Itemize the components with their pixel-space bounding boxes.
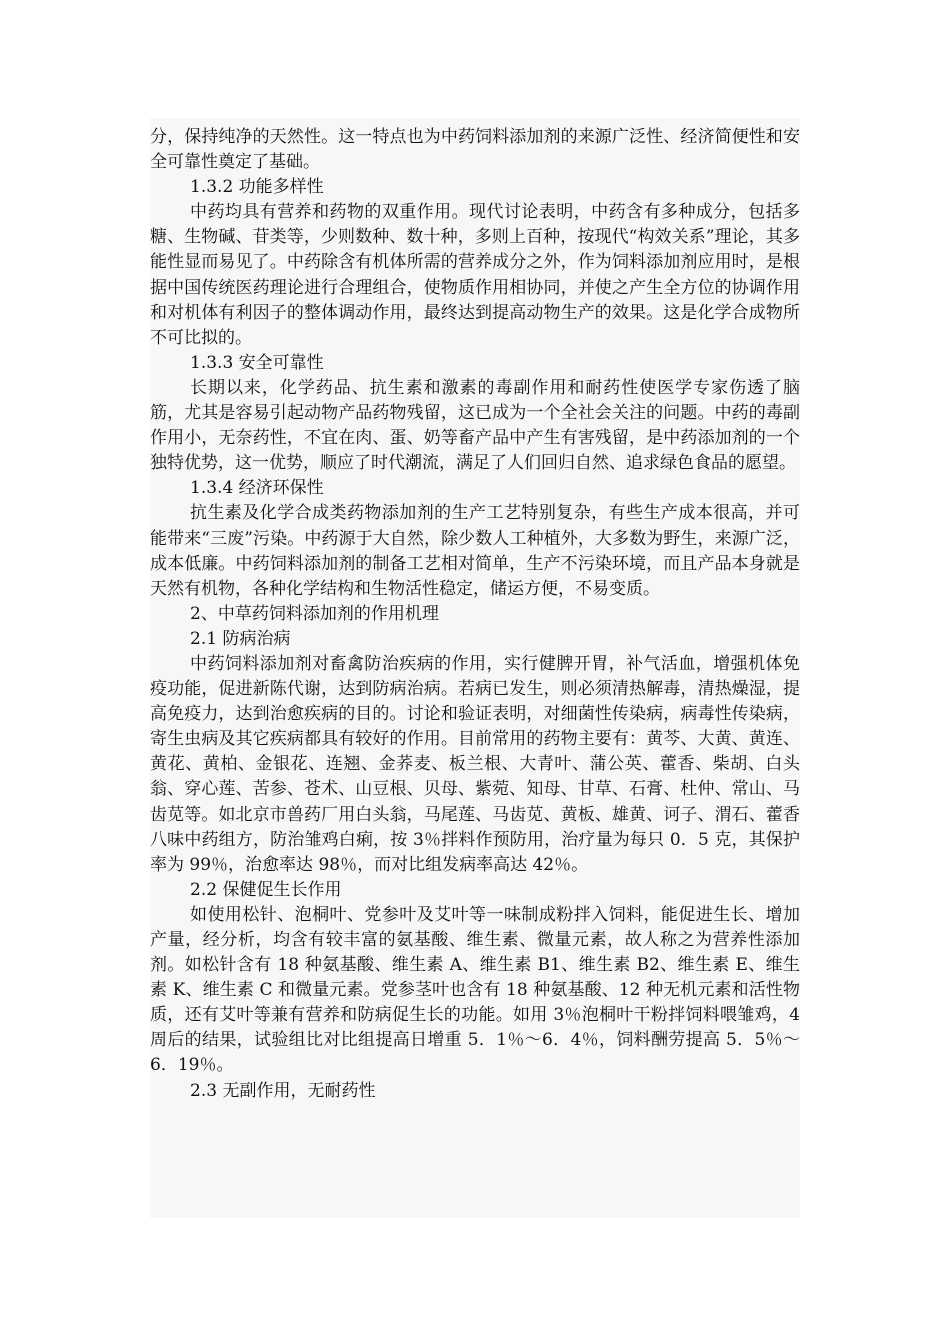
section-heading: 2.3 无副作用，无耐药性 <box>190 1080 376 1101</box>
paragraph: 中药均具有营养和药物的双重作用。现代讨论表明，中药含有多种成分，包括多糖、生物碱、苷类等，少则数种、数十种，多则上百种，按现代“构效关系”理论，其多能性显而易见了。中药除含有机体所需的营养成分之外，作为饲料添加剂应用时，是根据中国传统医药理论进行合理组合，使物质作用相协同，并使之产生全方位的协调作用和对机体有利因子的整体调动作用，最终达到提高动物生产的效果。这是化学合成物所不可比拟的。 <box>150 202 800 348</box>
paragraph: 长期以来，化学药品、抗生素和激素的毒副作用和耐药性使医学专家伤透了脑筋，尤其是容易引起动物产品药物残留，这已成为一个全社会关注的问题。中药的毒副作用小，无奈药性，不宜在肉、蛋、奶等畜产品中产生有害残留，是中药添加剂的一个独特优势，这一优势，顺应了时代潮流，满足了人们回归自然、追求绿色食品的愿望。 <box>150 377 800 474</box>
document-body <box>150 125 800 1104</box>
paragraph: 中药饲料添加剂对畜禽防治疾病的作用，实行健脾开胃，补气活血，增强机体免疫功能，促进新陈代谢，达到防病治病。若病已发生，则必须清热解毒，清热燥湿，提高免疫力，达到治愈疾病的目的。讨论和验证表明，对细菌性传染病，病毒性传染病，寄生虫病及其它疾病都具有较好的作用。目前常用的药物主要有：黄芩、大黄、黄连、黄花、黄柏、金银花、连翘、金荞麦、板兰根、大青叶、蒲公英、藿香、柴胡、白头翁、穿心莲、苦参、苍术、山豆根、贝母、紫菀、知母、甘草、石膏、杜仲、常山、马齿苋等。如北京市兽药厂用白头翁，马尾莲、马齿苋、黄板、雄黄、诃子、渭石、藿香八味中药组方，防治雏鸡白痢，按 3％拌料作预防用，治疗量为每只 0．5 克，其保护率为 99％，治愈率达 98％，而对比组发病率高达 42％。 <box>150 653 800 875</box>
paragraph: 抗生素及化学合成类药物添加剂的生产工艺特别复杂，有些生产成本很高，并可能带来“三废”污染。中药源于大自然，除少数人工种植外，大多数为野生，来源广泛，成本低廉。中药饲料添加剂的制备工艺相对简单，生产不污染环境，而且产品本身就是天然有机物，各种化学结构和生物活性稳定，储运方便，不易变质。 <box>150 503 800 599</box>
section-heading: 2.2 保健促生长作用 <box>190 879 342 900</box>
section-heading: 1.3.4 经济环保性 <box>190 478 324 499</box>
paragraph: 分，保持纯净的天然性。这一特点也为中药饲料添加剂的来源广泛性、经济简便性和安全可靠性奠定了基础。 <box>150 127 800 173</box>
section-heading: 1.3.3 安全可靠性 <box>190 352 324 373</box>
section-heading: 1.3.2 功能多样性 <box>190 177 324 198</box>
section-heading: 2.1 防病治病 <box>190 628 291 649</box>
paragraph: 如使用松针、泡桐叶、党参叶及艾叶等一味制成粉拌入饲料，能促进生长、增加产量，经分析，均含有较丰富的氨基酸、维生素、微量元素，故人称之为营养性添加剂。如松针含有 18 种氨基酸、维生素 A、维生素 B1、维生素 B2、维生素 E、维生素 K、维生素 C 和微量元素。党参茎叶也含有 18 种氨基酸、12 种无机元素和活性物质，还有艾叶等兼有营养和防病促生长的功能。如用 3％泡桐叶干粉拌饲料喂雏鸡，4 周后的结果，试验组比对比组提高日增重 5．1％～6．4％，饲料酬劳提高 5．5％～6．19％。 <box>150 904 800 1076</box>
section-heading: 2、中草药饲料添加剂的作用机理 <box>190 603 439 624</box>
